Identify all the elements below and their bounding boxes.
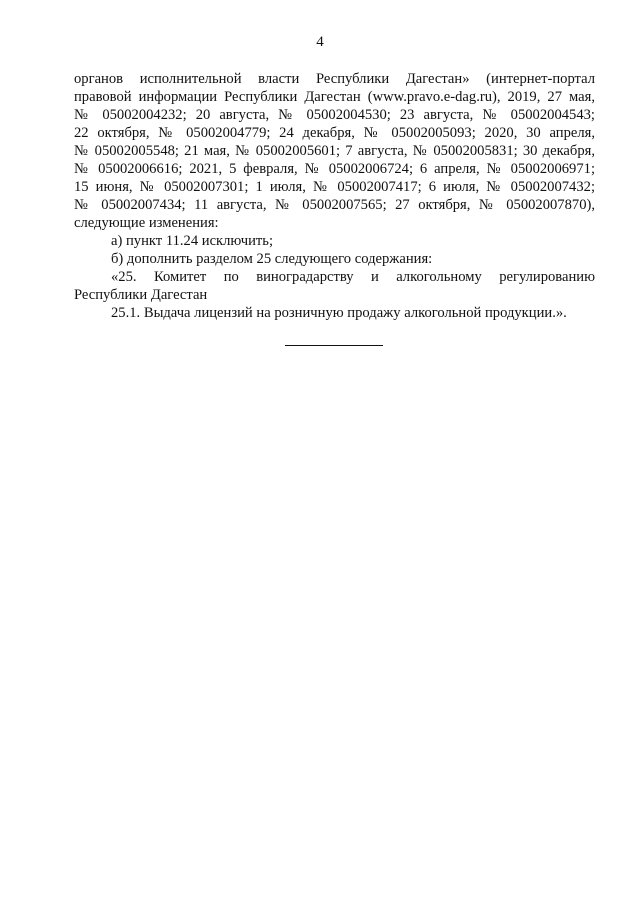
text-line: № 05002007434; 11 августа, № 05002007565; 27 октября, № 05002007870), xyxy=(74,197,595,213)
text-line: № 05002005548; 21 мая, № 05002005601; 7 августа, № 05002005831; 30 декабря, xyxy=(74,143,595,159)
text-line: № 05002004232; 20 августа, № 05002004530; 23 августа, № 05002004543; xyxy=(74,107,595,123)
document-body xyxy=(74,70,595,322)
text-line: органов исполнительной власти Республики Дагестан» (интернет-портал xyxy=(74,71,595,87)
section-25-1-item: 25.1. Выдача лицензий на розничную продажу алкогольной продукции.». xyxy=(111,305,567,321)
text-line: № 05002006616; 2021, 5 февраля, № 05002006724; 6 апреля, № 05002006971; xyxy=(74,161,595,177)
text-line: следующие изменения: xyxy=(74,215,219,231)
text-line: 15 июня, № 05002007301; 1 июля, № 05002007417; 6 июля, № 05002007432; xyxy=(74,179,595,195)
text-line: правовой информации Республики Дагестан (www.pravo.e-dag.ru), 2019, 27 мая, xyxy=(74,89,595,105)
page-number: 4 xyxy=(316,34,324,50)
section-25-heading: «25. Комитет по виноградарству и алкогольному регулированию xyxy=(111,269,595,285)
end-divider xyxy=(285,345,383,346)
list-item-b: б) дополнить разделом 25 следующего содержания: xyxy=(111,251,433,267)
text-line: 22 октября, № 05002004779; 24 декабря, № 05002005093; 2020, 30 апреля, xyxy=(74,125,595,141)
section-25-heading-continued: Республики Дагестан xyxy=(74,287,208,303)
list-item-a: а) пункт 11.24 исключить; xyxy=(111,233,274,249)
